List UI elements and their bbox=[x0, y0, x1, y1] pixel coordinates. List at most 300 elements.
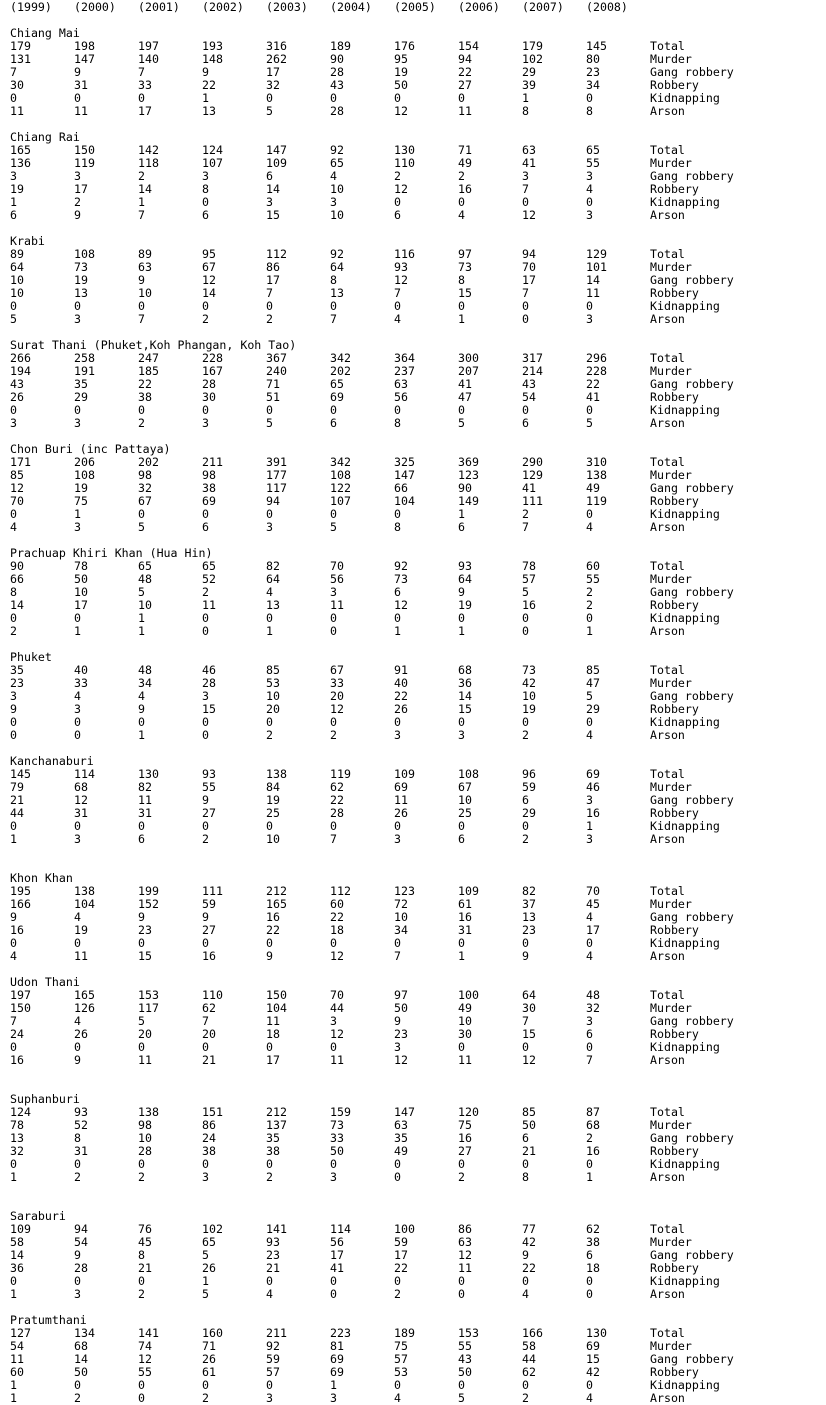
data-cell: 7 bbox=[394, 949, 401, 963]
data-cell: 16 bbox=[458, 1131, 472, 1145]
data-cell: 98 bbox=[202, 468, 216, 482]
data-cell: 211 bbox=[202, 455, 223, 469]
data-cell: 0 bbox=[266, 507, 273, 521]
data-cell: 4 bbox=[10, 520, 17, 534]
data-cell: 0 bbox=[266, 1378, 273, 1392]
data-cell: 30 bbox=[522, 1001, 536, 1015]
crime-category-label: Total bbox=[650, 767, 685, 781]
data-cell: 73 bbox=[458, 260, 472, 274]
year-header: (2000) bbox=[74, 0, 116, 14]
data-cell: 0 bbox=[10, 1040, 17, 1054]
data-cell: 10 bbox=[138, 598, 152, 612]
data-cell: 2 bbox=[202, 312, 209, 326]
data-cell: 86 bbox=[266, 260, 280, 274]
data-cell: 78 bbox=[74, 559, 88, 573]
data-cell: 0 bbox=[138, 507, 145, 521]
data-cell: 64 bbox=[522, 988, 536, 1002]
data-cell: 1 bbox=[330, 1378, 337, 1392]
data-cell: 6 bbox=[202, 520, 209, 534]
data-cell: 69 bbox=[586, 1339, 600, 1353]
data-cell: 0 bbox=[74, 611, 81, 625]
data-cell: 2 bbox=[138, 169, 145, 183]
data-cell: 0 bbox=[458, 1274, 465, 1288]
data-cell: 0 bbox=[138, 1274, 145, 1288]
province-name-text: Prachuap Khiri Khan (Hua Hin) bbox=[10, 546, 213, 560]
crime-category-label: Murder bbox=[650, 1235, 692, 1249]
data-cell: 110 bbox=[394, 156, 415, 170]
data-cell: 5 bbox=[266, 104, 273, 118]
data-cell: 35 bbox=[74, 377, 88, 391]
data-cell: 30 bbox=[202, 390, 216, 404]
data-cell: 7 bbox=[522, 520, 529, 534]
data-cell: 8 bbox=[74, 1131, 81, 1145]
data-cell: 11 bbox=[458, 1261, 472, 1275]
data-cell: 12 bbox=[522, 208, 536, 222]
data-cell: 22 bbox=[394, 1261, 408, 1275]
data-cell: 13 bbox=[330, 286, 344, 300]
crime-category-label: Murder bbox=[650, 780, 692, 794]
data-cell: 54 bbox=[74, 1235, 88, 1249]
data-cell: 0 bbox=[458, 819, 465, 833]
data-cell: 4 bbox=[394, 1391, 401, 1405]
data-cell: 2 bbox=[586, 598, 593, 612]
data-cell: 2 bbox=[330, 728, 337, 742]
data-cell: 214 bbox=[522, 364, 543, 378]
data-cell: 31 bbox=[138, 806, 152, 820]
data-cell: 10 bbox=[458, 1014, 472, 1028]
data-cell: 153 bbox=[458, 1326, 479, 1340]
data-cell: 0 bbox=[330, 403, 337, 417]
data-cell: 7 bbox=[138, 312, 145, 326]
data-cell: 7 bbox=[330, 312, 337, 326]
data-cell: 3 bbox=[74, 702, 81, 716]
province-name bbox=[10, 547, 820, 560]
data-cell: 86 bbox=[202, 1118, 216, 1132]
data-cell: 6 bbox=[458, 520, 465, 534]
data-cell: 141 bbox=[266, 1222, 287, 1236]
data-cell: 54 bbox=[10, 1339, 24, 1353]
data-cell: 85 bbox=[10, 468, 24, 482]
data-cell: 9 bbox=[10, 910, 17, 924]
province-name-text: Pratumthani bbox=[10, 1313, 87, 1327]
data-row bbox=[10, 833, 820, 846]
crime-category-label: Arson bbox=[650, 1170, 685, 1184]
data-row bbox=[10, 1327, 820, 1340]
data-cell: 8 bbox=[458, 273, 465, 287]
data-cell: 124 bbox=[202, 143, 223, 157]
data-cell: 124 bbox=[10, 1105, 31, 1119]
data-cell: 10 bbox=[266, 689, 280, 703]
crime-category-label: Robbery bbox=[650, 390, 699, 404]
data-cell: 0 bbox=[10, 728, 17, 742]
data-cell: 9 bbox=[522, 949, 529, 963]
crime-category-label: Total bbox=[650, 1222, 685, 1236]
data-cell: 3 bbox=[394, 728, 401, 742]
data-cell: 197 bbox=[10, 988, 31, 1002]
data-cell: 10 bbox=[10, 286, 24, 300]
data-row bbox=[10, 196, 820, 209]
year-header: (2005) bbox=[394, 0, 436, 14]
data-cell: 3 bbox=[586, 832, 593, 846]
data-cell: 53 bbox=[266, 676, 280, 690]
data-cell: 0 bbox=[266, 91, 273, 105]
data-cell: 8 bbox=[202, 182, 209, 196]
data-cell: 5 bbox=[138, 520, 145, 534]
data-cell: 0 bbox=[266, 1157, 273, 1171]
data-cell: 10 bbox=[458, 793, 472, 807]
data-cell: 2 bbox=[138, 416, 145, 430]
crime-category-label: Murder bbox=[650, 1118, 692, 1132]
data-cell: 111 bbox=[202, 884, 223, 898]
data-cell: 66 bbox=[10, 572, 24, 586]
data-cell: 342 bbox=[330, 455, 351, 469]
data-cell: 63 bbox=[394, 1118, 408, 1132]
data-cell: 104 bbox=[266, 1001, 287, 1015]
data-row bbox=[10, 560, 820, 573]
data-row bbox=[10, 92, 820, 105]
data-cell: 118 bbox=[138, 156, 159, 170]
data-cell: 0 bbox=[586, 1287, 593, 1301]
data-cell: 17 bbox=[266, 1053, 280, 1067]
data-cell: 62 bbox=[330, 780, 344, 794]
data-cell: 47 bbox=[586, 676, 600, 690]
data-cell: 262 bbox=[266, 52, 287, 66]
data-cell: 29 bbox=[586, 702, 600, 716]
data-cell: 0 bbox=[202, 624, 209, 638]
data-cell: 93 bbox=[74, 1105, 88, 1119]
data-cell: 85 bbox=[266, 663, 280, 677]
data-cell: 1 bbox=[202, 1274, 209, 1288]
data-cell: 0 bbox=[330, 819, 337, 833]
data-cell: 3 bbox=[394, 1040, 401, 1054]
year-header: (1999) bbox=[10, 0, 52, 14]
data-cell: 11 bbox=[330, 1053, 344, 1067]
data-cell: 0 bbox=[586, 715, 593, 729]
data-cell: 0 bbox=[458, 611, 465, 625]
data-cell: 0 bbox=[10, 91, 17, 105]
data-cell: 0 bbox=[458, 1378, 465, 1392]
data-cell: 26 bbox=[202, 1261, 216, 1275]
data-cell: 195 bbox=[10, 884, 31, 898]
data-cell: 13 bbox=[522, 910, 536, 924]
data-cell: 63 bbox=[394, 377, 408, 391]
data-cell: 0 bbox=[522, 624, 529, 638]
data-cell: 17 bbox=[586, 923, 600, 937]
data-cell: 32 bbox=[138, 481, 152, 495]
data-cell: 137 bbox=[266, 1118, 287, 1132]
data-cell: 177 bbox=[266, 468, 287, 482]
data-cell: 0 bbox=[138, 1391, 145, 1405]
data-cell: 3 bbox=[266, 520, 273, 534]
data-row bbox=[10, 716, 820, 729]
data-cell: 0 bbox=[330, 1274, 337, 1288]
data-cell: 0 bbox=[10, 507, 17, 521]
data-cell: 0 bbox=[74, 91, 81, 105]
data-cell: 2 bbox=[74, 195, 81, 209]
data-cell: 12 bbox=[394, 1053, 408, 1067]
data-row bbox=[10, 937, 820, 950]
data-cell: 0 bbox=[330, 91, 337, 105]
data-cell: 0 bbox=[202, 299, 209, 313]
data-cell: 0 bbox=[74, 403, 81, 417]
data-cell: 107 bbox=[202, 156, 223, 170]
data-cell: 4 bbox=[586, 1391, 593, 1405]
data-cell: 38 bbox=[586, 1235, 600, 1249]
data-cell: 77 bbox=[522, 1222, 536, 1236]
data-cell: 41 bbox=[586, 390, 600, 404]
data-cell: 0 bbox=[202, 1157, 209, 1171]
data-cell: 3 bbox=[202, 169, 209, 183]
data-cell: 2 bbox=[74, 1391, 81, 1405]
data-cell: 34 bbox=[394, 923, 408, 937]
data-cell: 5 bbox=[266, 416, 273, 430]
data-cell: 43 bbox=[458, 1352, 472, 1366]
data-cell: 19 bbox=[266, 793, 280, 807]
data-cell: 3 bbox=[74, 312, 81, 326]
data-cell: 1 bbox=[138, 611, 145, 625]
data-cell: 2 bbox=[138, 1170, 145, 1184]
crime-category-label: Murder bbox=[650, 468, 692, 482]
data-cell: 151 bbox=[202, 1105, 223, 1119]
crime-category-label: Gang robbery bbox=[650, 1014, 734, 1028]
data-cell: 26 bbox=[202, 1352, 216, 1366]
data-cell: 202 bbox=[330, 364, 351, 378]
data-cell: 16 bbox=[586, 1144, 600, 1158]
data-cell: 46 bbox=[202, 663, 216, 677]
data-cell: 171 bbox=[10, 455, 31, 469]
data-cell: 0 bbox=[202, 819, 209, 833]
data-cell: 206 bbox=[74, 455, 95, 469]
data-cell: 73 bbox=[394, 572, 408, 586]
data-cell: 7 bbox=[330, 832, 337, 846]
data-cell: 64 bbox=[458, 572, 472, 586]
data-cell: 26 bbox=[394, 702, 408, 716]
crime-category-label: Kidnapping bbox=[650, 1040, 720, 1054]
data-cell: 0 bbox=[394, 1274, 401, 1288]
province-name bbox=[10, 27, 820, 40]
data-cell: 3 bbox=[586, 793, 593, 807]
data-cell: 7 bbox=[586, 1053, 593, 1067]
data-cell: 28 bbox=[74, 1261, 88, 1275]
data-cell: 165 bbox=[74, 988, 95, 1002]
data-cell: 3 bbox=[74, 832, 81, 846]
data-cell: 0 bbox=[74, 1157, 81, 1171]
data-cell: 179 bbox=[522, 39, 543, 53]
data-cell: 28 bbox=[330, 65, 344, 79]
data-cell: 12 bbox=[74, 793, 88, 807]
data-cell: 2 bbox=[522, 507, 529, 521]
data-cell: 6 bbox=[330, 416, 337, 430]
data-cell: 3 bbox=[330, 1014, 337, 1028]
data-cell: 18 bbox=[266, 1027, 280, 1041]
data-cell: 90 bbox=[458, 481, 472, 495]
crime-category-label: Total bbox=[650, 1326, 685, 1340]
data-cell: 4 bbox=[266, 585, 273, 599]
crime-category-label: Gang robbery bbox=[650, 689, 734, 703]
data-cell: 129 bbox=[522, 468, 543, 482]
data-cell: 9 bbox=[266, 949, 273, 963]
data-cell: 2 bbox=[458, 169, 465, 183]
data-cell: 0 bbox=[586, 1040, 593, 1054]
data-cell: 89 bbox=[10, 247, 24, 261]
data-cell: 3 bbox=[586, 169, 593, 183]
crime-category-label: Gang robbery bbox=[650, 481, 734, 495]
data-cell: 126 bbox=[74, 1001, 95, 1015]
data-cell: 0 bbox=[522, 715, 529, 729]
data-cell: 98 bbox=[138, 1118, 152, 1132]
crime-category-label: Kidnapping bbox=[650, 403, 720, 417]
data-cell: 154 bbox=[458, 39, 479, 53]
data-cell: 0 bbox=[394, 819, 401, 833]
data-cell: 48 bbox=[138, 572, 152, 586]
data-cell: 117 bbox=[266, 481, 287, 495]
data-cell: 66 bbox=[394, 481, 408, 495]
data-cell: 0 bbox=[10, 715, 17, 729]
data-cell: 4 bbox=[330, 169, 337, 183]
data-cell: 17 bbox=[74, 182, 88, 196]
crime-category-label: Robbery bbox=[650, 286, 699, 300]
data-cell: 61 bbox=[458, 897, 472, 911]
data-cell: 64 bbox=[10, 260, 24, 274]
data-cell: 0 bbox=[586, 299, 593, 313]
crime-category-label: Robbery bbox=[650, 598, 699, 612]
data-cell: 11 bbox=[138, 793, 152, 807]
data-cell: 14 bbox=[138, 182, 152, 196]
data-cell: 0 bbox=[330, 299, 337, 313]
data-cell: 11 bbox=[74, 949, 88, 963]
data-cell: 108 bbox=[458, 767, 479, 781]
data-cell: 136 bbox=[10, 156, 31, 170]
data-cell: 41 bbox=[522, 481, 536, 495]
data-cell: 37 bbox=[522, 897, 536, 911]
data-cell: 98 bbox=[138, 468, 152, 482]
data-cell: 9 bbox=[74, 1248, 81, 1262]
data-cell: 5 bbox=[10, 312, 17, 326]
crime-category-label: Gang robbery bbox=[650, 273, 734, 287]
data-cell: 35 bbox=[394, 1131, 408, 1145]
data-cell: 56 bbox=[330, 572, 344, 586]
province-name bbox=[10, 131, 820, 144]
data-cell: 0 bbox=[522, 403, 529, 417]
data-cell: 17 bbox=[330, 1248, 344, 1262]
data-cell: 26 bbox=[394, 806, 408, 820]
data-cell: 0 bbox=[202, 728, 209, 742]
data-cell: 17 bbox=[522, 273, 536, 287]
data-row bbox=[10, 144, 820, 157]
data-cell: 0 bbox=[138, 715, 145, 729]
data-cell: 296 bbox=[586, 351, 607, 365]
data-cell: 19 bbox=[522, 702, 536, 716]
data-cell: 0 bbox=[458, 1040, 465, 1054]
data-cell: 23 bbox=[266, 1248, 280, 1262]
data-cell: 7 bbox=[522, 286, 529, 300]
data-cell: 22 bbox=[266, 923, 280, 937]
data-cell: 22 bbox=[522, 1261, 536, 1275]
data-cell: 49 bbox=[586, 481, 600, 495]
data-cell: 179 bbox=[10, 39, 31, 53]
data-cell: 0 bbox=[394, 403, 401, 417]
data-cell: 2 bbox=[394, 1287, 401, 1301]
data-cell: 20 bbox=[138, 1027, 152, 1041]
data-cell: 1 bbox=[458, 949, 465, 963]
data-cell: 54 bbox=[522, 390, 536, 404]
data-cell: 3 bbox=[74, 416, 81, 430]
data-cell: 82 bbox=[266, 559, 280, 573]
data-cell: 0 bbox=[394, 936, 401, 950]
province-name-text: Krabi bbox=[10, 234, 45, 248]
data-cell: 32 bbox=[10, 1144, 24, 1158]
data-cell: 0 bbox=[10, 819, 17, 833]
data-cell: 166 bbox=[522, 1326, 543, 1340]
data-row bbox=[10, 950, 820, 963]
data-cell: 1 bbox=[10, 1287, 17, 1301]
data-cell: 74 bbox=[138, 1339, 152, 1353]
year-header: (2007) bbox=[522, 0, 564, 14]
data-cell: 9 bbox=[202, 65, 209, 79]
data-cell: 228 bbox=[202, 351, 223, 365]
data-cell: 2 bbox=[586, 1131, 593, 1145]
data-cell: 5 bbox=[202, 1248, 209, 1262]
data-row bbox=[10, 1041, 820, 1054]
data-cell: 14 bbox=[74, 1352, 88, 1366]
data-cell: 266 bbox=[10, 351, 31, 365]
data-cell: 0 bbox=[522, 312, 529, 326]
data-cell: 3 bbox=[10, 689, 17, 703]
data-cell: 18 bbox=[586, 1261, 600, 1275]
data-cell: 36 bbox=[10, 1261, 24, 1275]
data-cell: 26 bbox=[10, 390, 24, 404]
data-cell: 73 bbox=[522, 663, 536, 677]
data-cell: 70 bbox=[586, 884, 600, 898]
data-cell: 71 bbox=[458, 143, 472, 157]
data-cell: 2 bbox=[202, 1391, 209, 1405]
data-cell: 23 bbox=[522, 923, 536, 937]
data-row bbox=[10, 1288, 820, 1301]
data-cell: 0 bbox=[586, 507, 593, 521]
data-cell: 19 bbox=[10, 182, 24, 196]
data-row bbox=[10, 1054, 820, 1067]
data-cell: 8 bbox=[10, 585, 17, 599]
crime-category-label: Total bbox=[650, 455, 685, 469]
data-cell: 102 bbox=[202, 1222, 223, 1236]
data-cell: 85 bbox=[586, 663, 600, 677]
data-cell: 0 bbox=[10, 403, 17, 417]
data-cell: 62 bbox=[522, 1365, 536, 1379]
data-cell: 65 bbox=[138, 559, 152, 573]
data-cell: 75 bbox=[394, 1339, 408, 1353]
data-cell: 165 bbox=[10, 143, 31, 157]
data-cell: 112 bbox=[330, 884, 351, 898]
data-cell: 5 bbox=[202, 1287, 209, 1301]
data-row bbox=[10, 1275, 820, 1288]
data-cell: 22 bbox=[330, 910, 344, 924]
data-cell: 145 bbox=[10, 767, 31, 781]
data-cell: 23 bbox=[138, 923, 152, 937]
data-cell: 73 bbox=[74, 260, 88, 274]
data-cell: 1 bbox=[266, 624, 273, 638]
data-cell: 0 bbox=[458, 195, 465, 209]
crime-category-label: Arson bbox=[650, 312, 685, 326]
data-cell: 41 bbox=[458, 377, 472, 391]
data-cell: 8 bbox=[586, 104, 593, 118]
data-cell: 123 bbox=[458, 468, 479, 482]
data-cell: 68 bbox=[74, 1339, 88, 1353]
province-name-text: Phuket bbox=[10, 650, 52, 664]
data-cell: 316 bbox=[266, 39, 287, 53]
data-cell: 0 bbox=[74, 728, 81, 742]
data-cell: 38 bbox=[202, 481, 216, 495]
data-cell: 3 bbox=[74, 1287, 81, 1301]
